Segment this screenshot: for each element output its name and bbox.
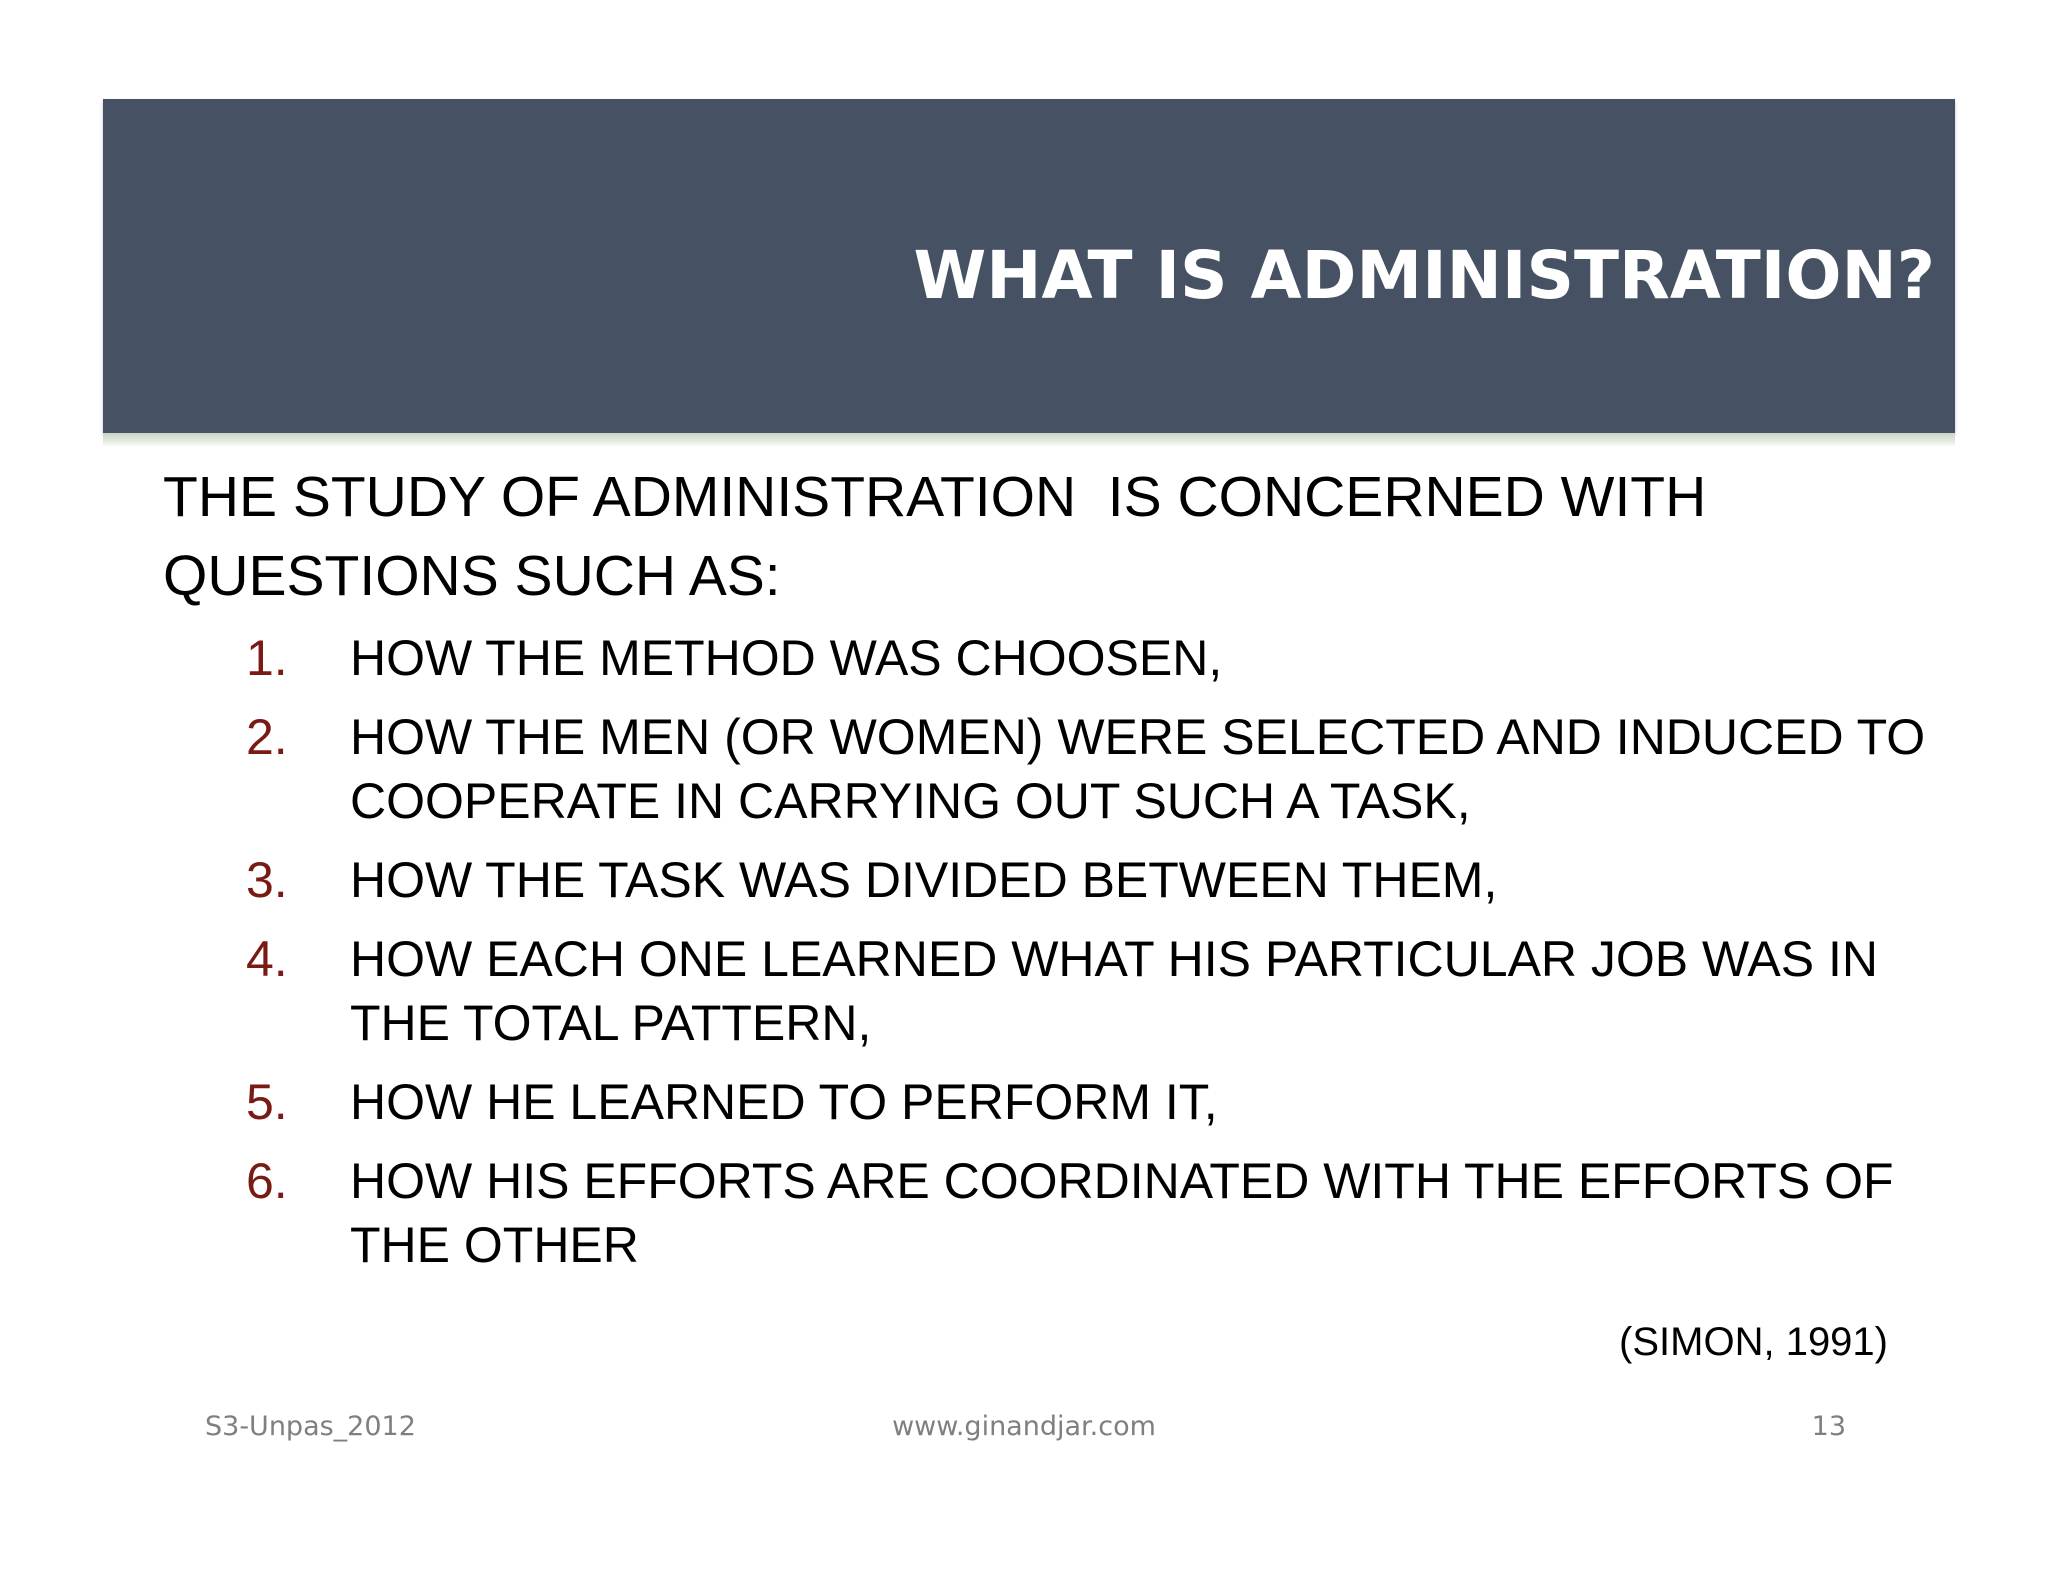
list-item bbox=[163, 927, 1943, 1055]
list-item-number: 6. bbox=[246, 1153, 288, 1209]
footer-course-label: S3-Unpas_2012 bbox=[205, 1411, 416, 1442]
list-item-text: HOW THE TASK WAS DIVIDED BETWEEN THEM, bbox=[350, 852, 1498, 908]
list-item-number: 4. bbox=[246, 931, 288, 987]
list-item bbox=[163, 626, 1943, 690]
list-item-text: HOW HIS EFFORTS ARE COORDINATED WITH THE EFFORTS OF THE OTHER bbox=[350, 1153, 1894, 1273]
list-item bbox=[163, 848, 1943, 912]
list-item-number: 2. bbox=[246, 709, 288, 765]
list-item-number: 1. bbox=[246, 630, 288, 686]
list-item-text: HOW THE METHOD WAS CHOOSEN, bbox=[350, 630, 1223, 686]
citation: (SIMON, 1991) bbox=[1619, 1320, 1888, 1364]
list-item-text: HOW THE MEN (OR WOMEN) WERE SELECTED AND INDUCED TO COOPERATE IN CARRYING OUT SUCH A TASK, bbox=[350, 709, 1926, 829]
list-item-text: HOW HE LEARNED TO PERFORM IT, bbox=[350, 1074, 1218, 1130]
footer-website: www.ginandjar.com bbox=[892, 1411, 1156, 1442]
slide-title: WHAT IS ADMINISTRATION? bbox=[913, 237, 1935, 314]
list-item-number: 3. bbox=[246, 852, 288, 908]
list-item-number: 5. bbox=[246, 1074, 288, 1130]
title-band-underline bbox=[103, 433, 1955, 447]
list-item-text: HOW EACH ONE LEARNED WHAT HIS PARTICULAR JOB WAS IN THE TOTAL PATTERN, bbox=[350, 931, 1878, 1051]
footer-page-number: 13 bbox=[1811, 1411, 1846, 1442]
list-item bbox=[163, 1070, 1943, 1134]
list-item bbox=[163, 705, 1943, 833]
list-item bbox=[163, 1149, 1943, 1277]
question-list bbox=[163, 626, 1943, 1292]
intro-text: THE STUDY OF ADMINISTRATION IS CONCERNED WITH QUESTIONS SUCH AS: bbox=[163, 465, 1723, 608]
